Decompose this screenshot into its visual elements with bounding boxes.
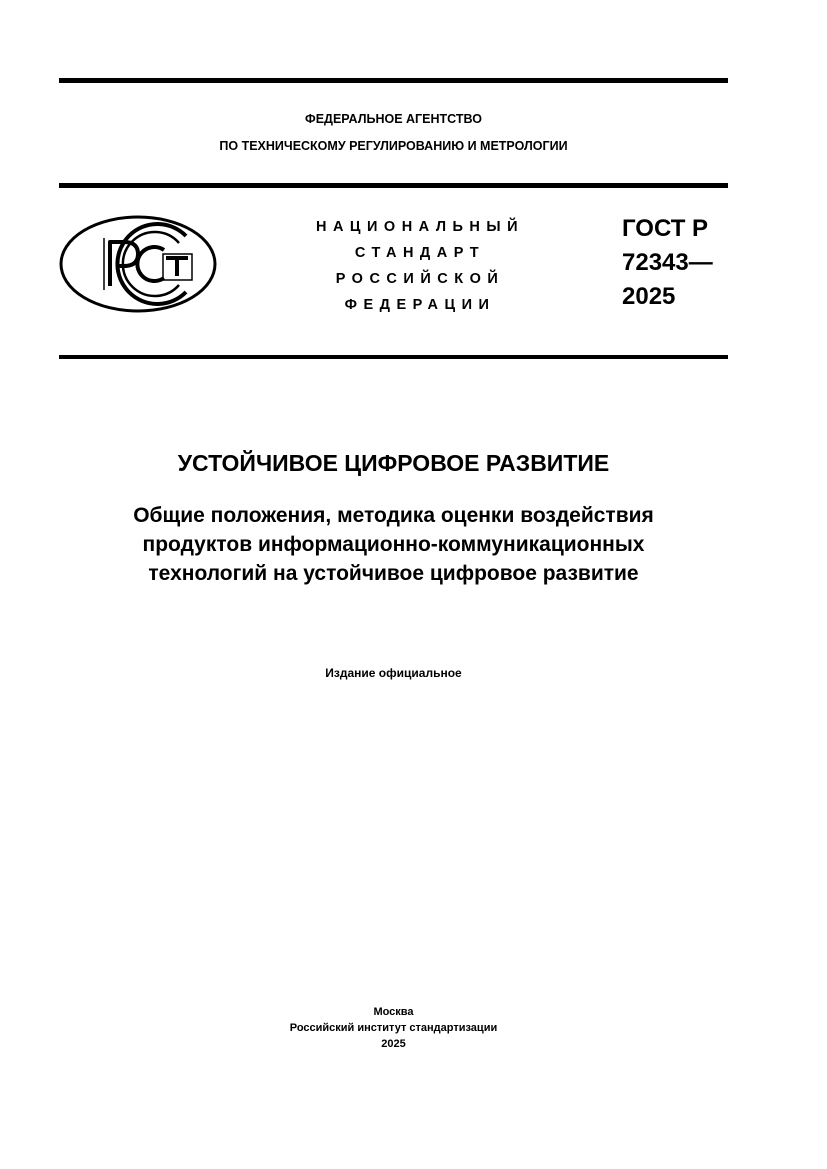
standard-designation: [622, 212, 713, 314]
imprint-block: [59, 1004, 728, 1052]
designation-line-3: 2025: [622, 283, 676, 310]
subtitle-line-3: технологий на устойчивое цифровое развитие: [148, 562, 639, 585]
designation-line-1: ГОСТ Р: [622, 215, 709, 242]
standard-type-line-2: СТАНДАРТ: [354, 245, 486, 261]
top-rule: [59, 78, 728, 83]
standard-type-block: [290, 214, 550, 318]
gost-r-logo-icon: [58, 214, 218, 314]
designation-line-2: 72343—: [622, 249, 713, 276]
standard-type-line-3: РОССИЙСКОЙ: [335, 271, 505, 287]
agency-block: [59, 106, 728, 160]
imprint-city: Москва: [373, 1006, 414, 1018]
standard-type-line-1: НАЦИОНАЛЬНЫЙ: [315, 219, 525, 235]
agency-line-1: ФЕДЕРАЛЬНОЕ АГЕНТСТВО: [305, 112, 482, 126]
middle-rule: [59, 183, 728, 188]
standard-type-line-4: ФЕДЕРАЦИИ: [344, 297, 496, 313]
edition-label: Издание официальное: [325, 666, 462, 680]
imprint-year: 2025: [381, 1038, 406, 1050]
document-subtitle: [59, 501, 728, 588]
subtitle-line-2: продуктов информационно-коммуникационных: [142, 533, 645, 556]
imprint-publisher: Российский институт стандартизации: [289, 1022, 498, 1034]
agency-line-2: ПО ТЕХНИЧЕСКОМУ РЕГУЛИРОВАНИЮ И МЕТРОЛОГИИ: [219, 139, 568, 153]
bottom-rule: [59, 355, 728, 359]
subtitle-line-1: Общие положения, методика оценки воздействия: [133, 504, 654, 527]
document-title: УСТОЙЧИВОЕ ЦИФРОВОЕ РАЗВИТИЕ: [177, 450, 610, 476]
